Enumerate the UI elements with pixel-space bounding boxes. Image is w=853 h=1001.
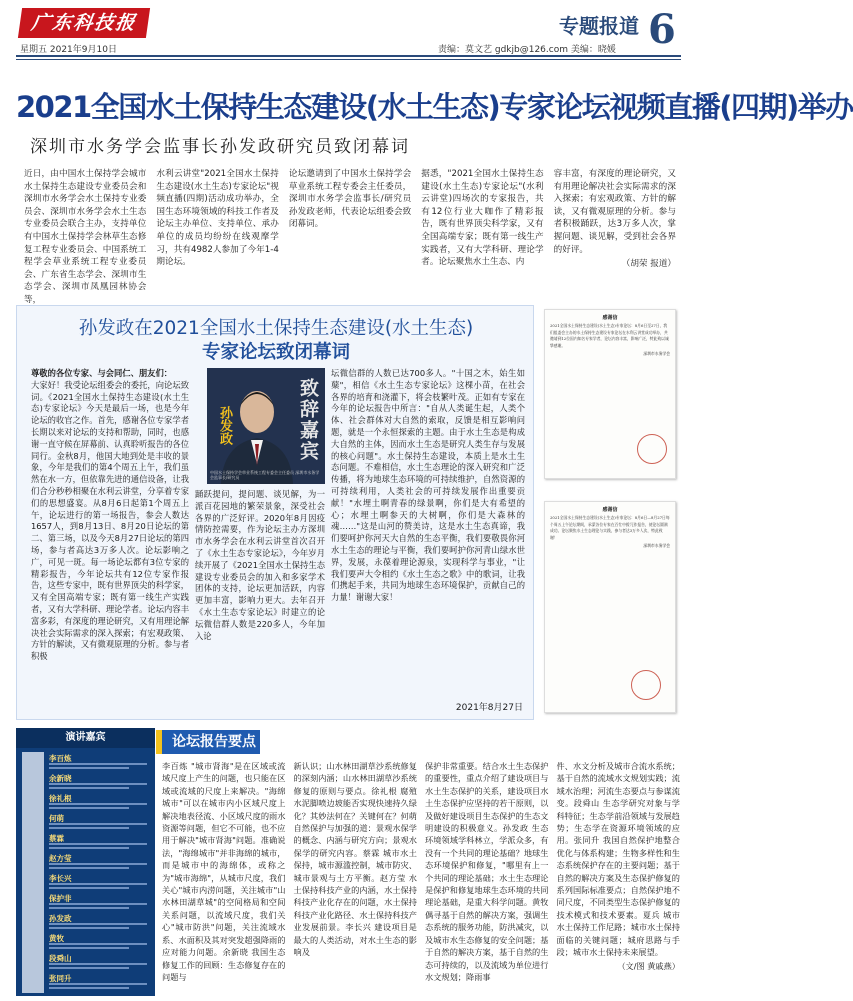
lead-signature: （胡荣 报道） [621, 259, 677, 270]
page-headline: 2021全国水土保持生态建设(水土生态)专家论坛视频直播(四期)举办 [16, 90, 853, 124]
thank-you-letter-2 [544, 501, 676, 713]
speaker-name: 孙发政 [49, 914, 72, 923]
speaker-thumbnail [22, 972, 44, 993]
speaker-thumbnail [22, 892, 44, 913]
speaker-name: 何萌 [49, 814, 64, 823]
speaker-name: 蔡霖 [49, 834, 64, 843]
speaker-row [22, 772, 149, 794]
speaker-caption-line [49, 867, 129, 869]
letter-1-seal [637, 434, 667, 464]
speaker-caption-line [49, 863, 147, 865]
speaker-name: 赵方莹 [49, 854, 72, 863]
speaker-caption-line [49, 843, 147, 845]
speaker-caption-line [49, 983, 147, 985]
speaker-thumbnail [22, 752, 44, 773]
highlights-article [162, 760, 680, 998]
speaker-caption-line [49, 923, 147, 925]
speaker-caption-line [49, 787, 129, 789]
speaker-row [22, 872, 149, 894]
speech-title-line2: 专家论坛致闭幕词 [201, 342, 350, 363]
speaker-thumbnail [22, 792, 44, 813]
letter-2-signature: 深圳市水务学会 [643, 543, 670, 549]
speaker-caption-line [49, 767, 129, 769]
lead-column-2: 水利云讲堂"2021全国水土保持生态建设(水土生态)专家论坛"视频直播(四期)活动成功举办，全国生态环境领域的科技工作者及论坛主办单位、支持单位、承办单位的成员均纷纷在线观摩学习，共有4982人参加了今年1-4期论坛。 [156, 169, 279, 268]
speaker-name: 黄牧 [49, 934, 64, 943]
highlights-column-4 [557, 760, 681, 998]
speaker-name: 张同升 [49, 974, 72, 983]
speech-title-line1: 孙发政在2021全国水土保持生态建设(水土生态) [78, 318, 474, 339]
speaker-row [22, 812, 149, 834]
speech-column-a [31, 368, 189, 714]
speaker-name: 段舜山 [49, 954, 72, 963]
speaker-caption-line [49, 903, 147, 905]
speaker-thumbnail [22, 832, 44, 853]
speaker-caption-line [49, 807, 129, 809]
speaker-row [22, 892, 149, 914]
highlights-column-3: 保护非常重要。结合水土生态保护的重要性，重点介绍了建设项目与水土生态保护的关系，建设项目水土生态保护应坚持的若干原则，以及做好建设项目生态保护的生态文明建设的积极意义。孙发政 生态环境领域学科林立，学派众多，有没有一个共同的理论基础？地球生态环境保护和修复，"哪里有上一个共同的理论基础；水土生态理论是保护和修复地球生态环境的共同理论基础，是重大科学问题。黄牧 偶寻基于自然的解决方案，强调生态系统的服务功能，防洪减灾，以及城市水生态修复的安全问题；基于自然的解决方案，基于自然的生态可持续的，以及流域为单位进行水文规划；降雨事 [425, 761, 549, 982]
speaker-caption-line [49, 783, 147, 785]
masthead-rule-thin [16, 59, 681, 60]
speaker-caption-line [49, 943, 147, 945]
letter-2-seal [631, 670, 661, 700]
speaker-thumbnail [22, 912, 44, 933]
portrait-side-text: 致辞嘉宾 [297, 378, 319, 462]
speaker-thumbnail [22, 932, 44, 953]
speaker-thumbnail [22, 772, 44, 793]
portrait-name-text: 孙发政 [217, 406, 232, 445]
thank-you-letter-1 [544, 309, 676, 479]
speakers-sidebar [16, 728, 155, 996]
speaker-caption-line [49, 927, 129, 929]
masthead-rule [16, 55, 681, 57]
speaker-row [22, 852, 149, 874]
speaker-caption-line [49, 763, 147, 765]
letter-2-title: 感谢信 [602, 507, 618, 513]
lead-column-4: 据悉，"2021全国水土保持生态建设(水土生态)专家论坛"(水利云讲堂)四场次的专家报告，共有12位行业大咖作了精彩报告，既有世界顶尖科学家，又有全国高端专家；既有第一线生产实践者，又有大学科研、理论学者。论坛聚焦水土生态、内 [421, 169, 544, 268]
speaker-row [22, 912, 149, 934]
speaker-caption-line [49, 827, 129, 829]
speaker-caption-line [49, 847, 129, 849]
speaker-name: 李长兴 [49, 874, 72, 883]
speaker-caption-line [49, 887, 129, 889]
masthead [16, 6, 681, 66]
highlights-column-2: 新认识；山水林田湖草沙系统修复的深刻内涵；山水林田湖草沙系统修复的原则与要点。徐礼根 腐殖水泥脚喷边坡能否实现快速持久绿化？其妙法何在？关键何在？何萌 自然保护与加强的道：景观水保学的概念、内涵与研究方向；景观水保学的研究内容。蔡霖 城市水土保持，城市源滥控制，城市防灾、城市景观与土方平衡。赵方莹 水土保持科技产业的内涵，水土保持科技产业化存在的问题，水土保持科技产业化路径、水土保持科技产业发展前景。李长兴 建设项目是最大的人类活动，对水土生态的影响及 [293, 761, 417, 958]
speech-column-b: 踊跃提问，提问题、谈见解，为一派百花园地的繁荣景象，深受社会各界的广泛好评。2020年8月因疫情防控需要，作为论坛主办方深圳市水务学会在水利云讲堂首次召开了《水土生态专家论坛》，今年岁月续开展了《2021全国水土保持生态建设专业委员会的加入和多家学术团体的支持，论坛更加活跃，内容更加丰富，影响力更大。去年召开《水土生态专家论坛》时建立的论坛微信群人数是220多人，今年加入论 [195, 489, 325, 641]
lead-column-5 [554, 168, 676, 296]
speech-panel [16, 305, 534, 720]
speaker-row [22, 792, 149, 814]
speaker-thumbnail [22, 812, 44, 833]
thank-you-letters [540, 305, 680, 720]
speech-date: 2021年8月27日 [455, 703, 523, 713]
speaker-thumbnail [22, 952, 44, 973]
lead-article [24, 168, 677, 305]
highlights-credit: （文/图 黄戚燕） [617, 960, 680, 971]
lead-column-5-text: 容丰富，有深度的理论研究，又有用理论解决社会实际需求的深入探索；有宏观政策、方针的解读，又有微观原理的分析。参与者积极踊跃，达3万多人次，掌握问题、谈见解，受到社会各界的好评。 [553, 169, 677, 255]
speaker-row [22, 932, 149, 954]
issue-date: 星期五 2021年9月10日 [20, 45, 117, 55]
highlights-badge: 论坛报告要点 [162, 730, 260, 754]
lead-column-1: 近日，由中国水土保持学会城市水土保持生态建设专业委员会和深圳市水务学会水土保持专业委员会、深圳市水务学会水土生态专业委员会联合主办，支持单位有中国水土保持学会林草生态修复工程专业委员会、中国系统工程学会草业系统工程专业委员会、广东省生态学会、深圳市生态学会、深圳市凤凰园林协会等， [24, 169, 147, 305]
speaker-thumbnail [22, 852, 44, 873]
speaker-caption-line [49, 883, 147, 885]
newspaper-logo: 广东科技报 [18, 8, 150, 38]
section-title: 专题报道 [559, 14, 639, 38]
speech-salutation: 尊敬的各位专家、与会同仁、朋友们： [31, 368, 173, 378]
highlights-column-1: 李百炼 "城市肾海"是在区域或流域尺度上产生的问题，也只能在区域或流域的尺度上来解决。"海绵城市"可以在城市内小区域尺度上解决地表径流、小区域尺度的雨水资源等问题，但它不可能，也不应用于解决"城市肾海"问题。准确说法，"海绵城市"并非海绵的城市，而是城市中的海绵体，或称之为"城市海绵"，从城市尺度，我们关心"城市内涝问题，关注城市"山水林田湖草城"的空间格局和空间关系问题，以流域尺度，我们关心"城市防洪"问题，关注流域水系、水面积及其对突发超强降雨的应对能力问题。余新晓 我国生态修复工作的回顾：生态修复存在的问题与 [162, 761, 286, 982]
speaker-row [22, 972, 149, 994]
speech-column-a-text: 大家好！我受论坛组委会的委托，向论坛致词。《2021全国水土保持生态建设(水土生态)专家论坛》今天是最后一场，也是今年论坛的收官之作。首先，感谢各位专家学者长期以来对论坛的支持和帮助，同时，也感谢一直守候在屏幕前、认真聆听报告的各位同行。金秋8月，他国大地到处是丰收的景象，今年是我们的第4个周五上午，我们虽然在水一方，但依靠先进的通信设备，让我们合分秒秒相聚在水利云讲堂，分享着专家们的思想盛宴。从8月6日起第1个周五上午，论坛进行的第一场报告，参会人数达1657人，到8月13日、8月20日论坛的第二、第三场，以及今天8月27日论坛的第四场，参与者高达3万多人次。论坛影响之广，可见一斑。每一场论坛都有3位专家的精彩报告，今年论坛共有12位专家作报告，这些专家中，既有世界顶尖的科学家，又有全国高端专家；既有第一线生产实践者，又有大学科研、理论学者。论坛内容丰富多彩，有深度的理论研究，又有用理论解决社会实际需求的深入探索；有宏观政策、方针的解读，又有微观原理的分析。参与者积极 [31, 379, 189, 662]
speaker-caption-line [49, 963, 147, 965]
speaker-portrait [207, 368, 325, 484]
page-subhead: 深圳市水务学会监事长孙发政研究员致闭幕词 [30, 137, 410, 157]
speaker-caption-line [49, 907, 129, 909]
speaker-caption-line [49, 947, 129, 949]
speaker-row [22, 832, 149, 854]
speaker-name: 徐礼根 [49, 794, 72, 803]
speaker-name: 保护非 [49, 894, 72, 903]
speech-column-c: 坛微信群的人数已达700多人。"十国之木，始生如蘖"，相信《水土生态专家论坛》这棵小苗，在社会各界的培育和浇灌下，将会枝繁叶茂。正如有专家在今年的论坛报告中所言："自从人类诞生起，人类个体、社会群体对大自然的索取，反馈是相互影响问题，就是一个永恒探索的主题。由于水土生态是构成大自然的主体，因而水土生态是研究人类生存与发展的核心问题"。水土保持生态建设，本质上是水土生态问题。不难相信，水土生态理论的深入研究和广泛传播，将为地球生态环境的可持续维护，自然资源的可持续利用，人类社会的可持续发展作出重要贡献！"水埋土啊青春的绿景啊，你们是大有希望的心；水埋土啊参天的大树啊，你们是大森林的魂……"这是山河的赞美诗，这是水土生态真谛，我们要呵护你河天大自然的生态平衡，我们要敬畏你河水土生态的理论与平衡，我们要呵护你河青山绿水世界，发展，永葆着理论源泉，实现科学与事业，"让我们要声大令相约《水土生态之歌》中的歌词，让我们携起手来，共同为地球生态环境保护，贡献自己的力量！谢谢大家！ [331, 368, 525, 603]
letter-1-title: 感谢信 [602, 315, 618, 321]
speaker-row [22, 952, 149, 974]
speakers-sidebar-title: 演讲嘉宾 [16, 728, 155, 748]
page-number: 6 [648, 6, 676, 53]
editor-credit: 责编：莫文艺 gdkjb@126.com 美编：晓媛 [438, 45, 616, 55]
letter-1-signature: 深圳市水务学会 [643, 351, 670, 357]
speaker-thumbnail [22, 872, 44, 893]
portrait-caption: 中国水土保持学会草业系统工程专委会主任委员 深圳市水务学会监事长/研究员 [210, 470, 320, 480]
speaker-name: 李百炼 [49, 754, 72, 763]
speaker-name: 余新晓 [49, 774, 72, 783]
highlights-column-4-text: 件、水文分析及城市合流水系统；基于自然的流域水文规划实践；流域水治理；河流生态要点与参谋流变。段舜山 生态学研究对象与学科特征；生态学前沿领域与发展趋势；生态学在资源环境领域的应用。张同升 我国自然保护地整合优化与体系构建；生物多样性和生态系统保护存在的主要问题；基于自然的解决方案及生态保护修复的系列国际标准要点；自然保护地不同尺度，不同类型生态保护修复的技术模式和技术要素。夏兵 城市水土保持工作尼路；城市水土保持面临的关键问题；城府思路与手段；城市水土保持未来展望。 [556, 761, 680, 958]
speaker-caption-line [49, 967, 129, 969]
speaker-row [22, 752, 149, 774]
speaker-caption-line [49, 803, 147, 805]
letter-2-body: 2021全国水土保持生态建设(水土生态)专家论坛：8月6日—8月27日每个周五上午论坛期间，承蒙各位专家在百忙中拨冗作报告，使论坛圆满成功。论坛聚焦水土生态理论与实践，参与者达3万多人次，特此致谢！ [550, 515, 670, 540]
speaker-caption-line [49, 823, 147, 825]
lead-column-3: 论坛邀请到了中国水土保持学会草业系统工程专委会主任委员，深圳市水务学会监事长/研究员孙发政老师，代表论坛组委会致闭幕词。 [288, 169, 412, 230]
letter-1-body: 2021全国水土保持生态建设(水土生态)专家论坛：8月6日至27日，我们组委会主办的水土保持生态建设专家论坛在水利云讲堂成功举办，共邀请到12位国内知名专家学者，论坛内容丰富，影响广泛，特此致以诚挚感谢。 [550, 323, 669, 348]
speaker-caption-line [49, 987, 129, 989]
